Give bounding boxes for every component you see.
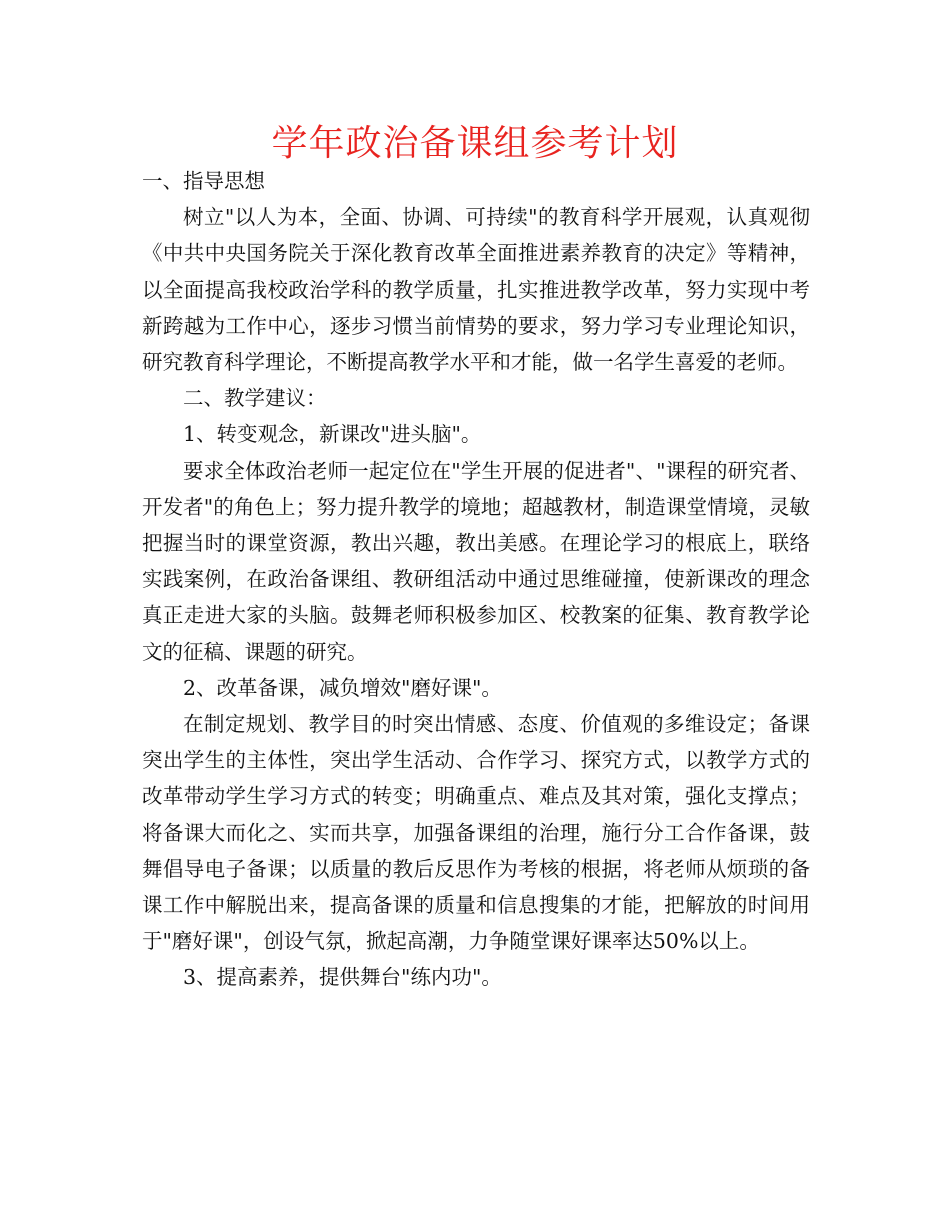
paragraph-change-concept: 要求全体政治老师一起定位在"学生开展的促进者"、"课程的研究者、开发者"的角色上；努力提升教学的境地；超越教材，制造课堂情境，灵敏把握当时的课堂资源，教出兴趣，教出美感。在理论学习的根底上，联络实践案例，在政治备课组、教研组活动中通过思维碰撞，使新课改的理念真正走进大家的头脑。鼓舞老师积极参加区、校教案的征集、教育教学论文的征稿、课题的研究。 — [142, 458, 810, 664]
paragraph-guiding-thought: 树立"以人为本，全面、协调、可持续"的教育科学开展观，认真观彻《中共中央国务院关于深化教育改革全面推进素养教育的决定》等精神，以全面提高我校政治学科的教学质量，扎实推进教学改革，努力实现中考新跨越为工作中心，逐步习惯当前情势的要求，努力学习专业理论知识，研究教育科学理论，不断提高教学水平和才能，做一名学生喜爱的老师。 — [142, 205, 810, 375]
document-body — [142, 163, 810, 996]
subheading-reform-lesson-prep: 2、改革备课，减负增效"磨好课"。 — [183, 675, 502, 700]
section-heading-guiding-thought: 一、指导思想 — [142, 169, 265, 193]
document-title: 学年政治备课组参考计划 — [271, 123, 679, 164]
subheading-change-concept: 1、转变观念，新课改"进头脑"。 — [183, 422, 482, 447]
paragraph-reform-lesson-prep: 在制定规划、教学目的时突出情感、态度、价值观的多维设定；备课突出学生的主体性，突出学生活动、合作学习、探究方式，以教学方式的改革带动学生学习方式的转变；明确重点、难点及其对策，强化支撑点；将备课大而化之、实而共享，加强备课组的治理，施行分工合作备课，鼓舞倡导电子备课；以质量的教后反思作为考核的根据，将老师从烦琐的备课工作中解脱出来，提高备课的质量和信息搜集的才能，把解放的时间用于"磨好课"，创设气氛，掀起高潮，力争随堂课好课率达50%以上。 — [142, 712, 810, 954]
section-heading-teaching-suggestions: 二、教学建议： — [183, 386, 327, 411]
subheading-improve-quality: 3、提高素养，提供舞台"练内功"。 — [183, 965, 502, 990]
